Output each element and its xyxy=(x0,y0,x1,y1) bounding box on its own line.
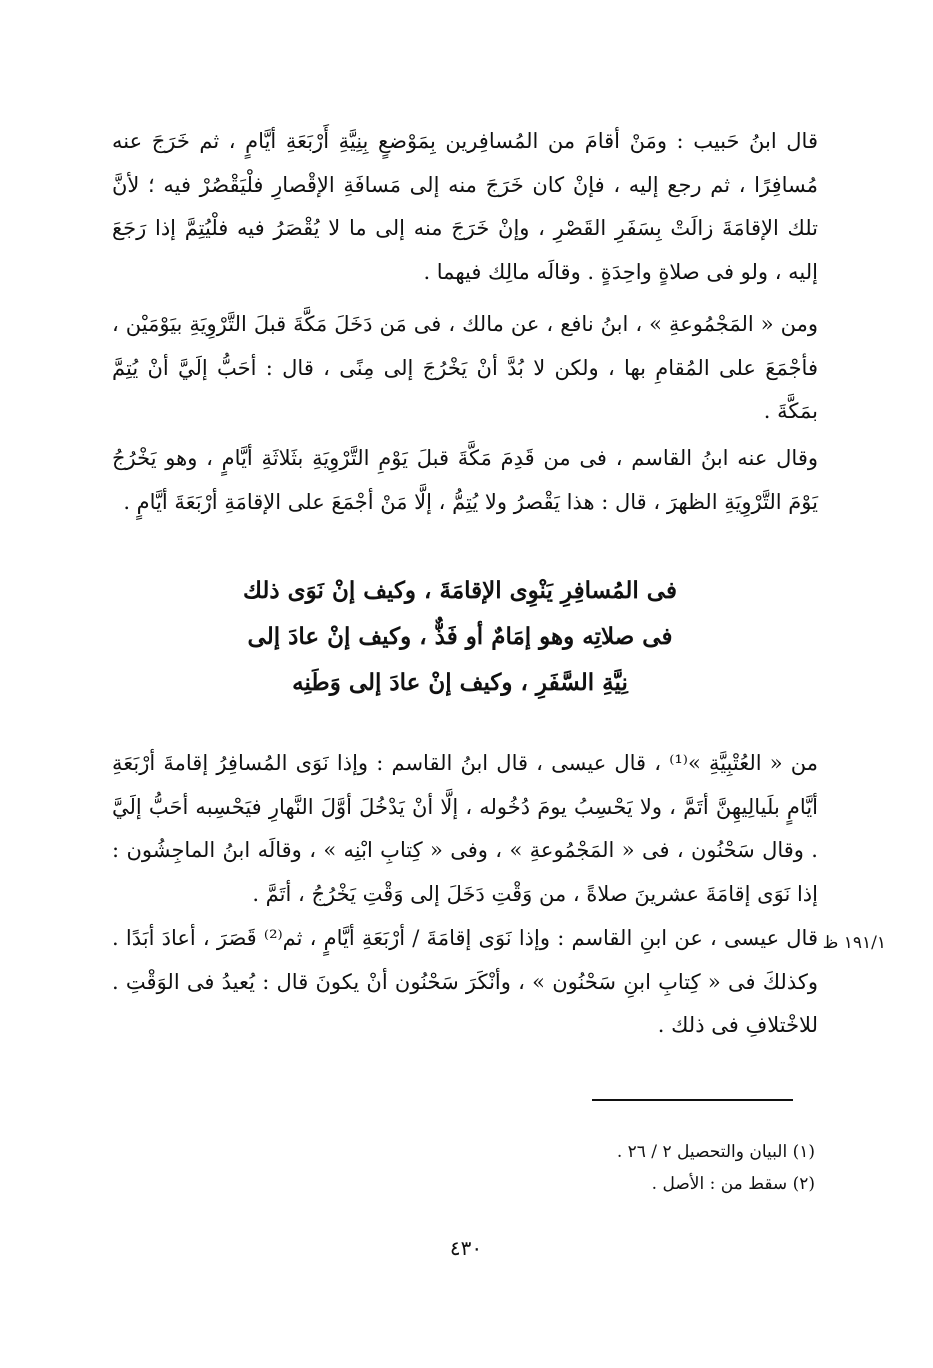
footnotes xyxy=(300,1136,815,1200)
paragraph-majmua-ibn-nafi: ومن « المَجْمُوعةِ » ، ابنُ نافع ، عن مالك ، فى مَن دَخَلَ مَكَّةَ قبلَ التَّرْوِيَةِ بيَوْمَيْن ، فأجْمَعَ على المُقامِ بها ، ولكن لا بُدَّ أنْ يَخْرُجَ إلى مِنًى ، قال : أحَبُّ إلَيَّ أنْ يُتِمَّ بمَكَّةَ . xyxy=(112,312,818,423)
paragraph-isa: قال عيسى ، عن ابنِ القاسم : وإذا نَوَى إقامَةَ / أرْبَعَةِ أيَّامٍ ، ثم⁽²⁾ قَصَرَ ، أعادَ أبَدًا . وكذلكَ فى « كِتابِ ابنِ سَحْنُون » ، وأنْكَرَ سَحْنُون أنْ يكونَ قال : يُعيدُ فى الوَقْتِ . للاخْتلافِ فى ذلك . xyxy=(112,926,818,1037)
section-heading xyxy=(200,568,720,706)
footnote: (١) البيان والتحصيل ٢ / ٢٦ . xyxy=(616,1142,815,1162)
paragraph-utbiyya: من « العُتْبِيَّةِ »⁽¹⁾ ، قال عيسى ، قال ابنُ القاسم : وإذا نَوَى المُسافِرُ إقامةَ أرْبَعَةِ أيَّامٍ بلَيالِيهِنَّ أتَمَّ ، ولا يَحْسِبُ يومَ دُخُوله ، إلَّا أنْ يَدْخُلَ أوَّلَ النَّهارِ فيَحْسِبه أحَبُّ إلَيَّ . وقال سَحْنُون ، فى « المَجْمُوعةِ » ، وفى « كِتابِ ابْنِه » ، وقالَه ابنُ الماجِشُون : إذا نَوَى إقامَةَ عشرينَ صلاةً ، من وَقْتِ دَخَلَ إلى وَقْتِ يَخْرُجُ ، أتَمَّ . xyxy=(112,751,819,906)
heading-line: فى صلاتِه وهو إمَامٌ أو فَذٌّ ، وكيف إنْ عادَ إلى xyxy=(247,623,673,650)
paragraph-ibn-al-qasim: وقال عنه ابنُ القاسم ، فى من قَدِمَ مَكَّةَ قبلَ يَوْمِ التَّرْوِيَةِ بثَلاثَةِ أيَّامٍ ، وهو يَخْرُجُ يَوْمَ التَّرْوِيَةِ الظهرَ ، قال : هذا يَقْصرُ ولا يُتِمُّ ، إلَّا مَنْ أجْمَعَ على الإقامَةِ أرْبَعَةَ أيَّامٍ . xyxy=(112,446,818,514)
page-number: ٤٣٠ xyxy=(449,1236,483,1260)
footnote-divider xyxy=(592,1099,793,1101)
manuscript-folio-marker: ١٩١/١ ظ xyxy=(822,933,886,953)
heading-line: فى المُسافِرِ يَنْوِى الإقامَةَ ، وكيف إنْ نَوَى ذلك xyxy=(243,577,677,604)
footnote: (٢) سقط من : الأصل . xyxy=(651,1174,815,1194)
heading-line: نِيَّةِ السَّفَرِ ، وكيف إنْ عادَ إلى وَطَنِه xyxy=(292,669,628,696)
paragraph-ibn-habib: قال ابنُ حَبيب : ومَنْ أقامَ من المُسافِرين بِمَوْضعٍ بِنِيَّةِ أَرْبَعَةِ أيَّامٍ ، ثم خَرَجَ عنه مُسافِرًا ، ثم رجع إليه ، فإنْ كان خَرَجَ منه إلى مَسافَةِ الإقْصارِ فلْيَقْصُرْ فيه ؛ لأنَّ تلك الإقامَةَ زالَتْ بِسَفَرِ القَصْرِ ، وإنْ خَرَجَ منه إلى ما لا يُقْصَرُ فيه فلْيُتِمَّ إذا رَجَعَ إليه ، ولو فى صلاةٍ واحِدَةٍ . وقالَه مالِك فيهما . xyxy=(112,129,818,284)
